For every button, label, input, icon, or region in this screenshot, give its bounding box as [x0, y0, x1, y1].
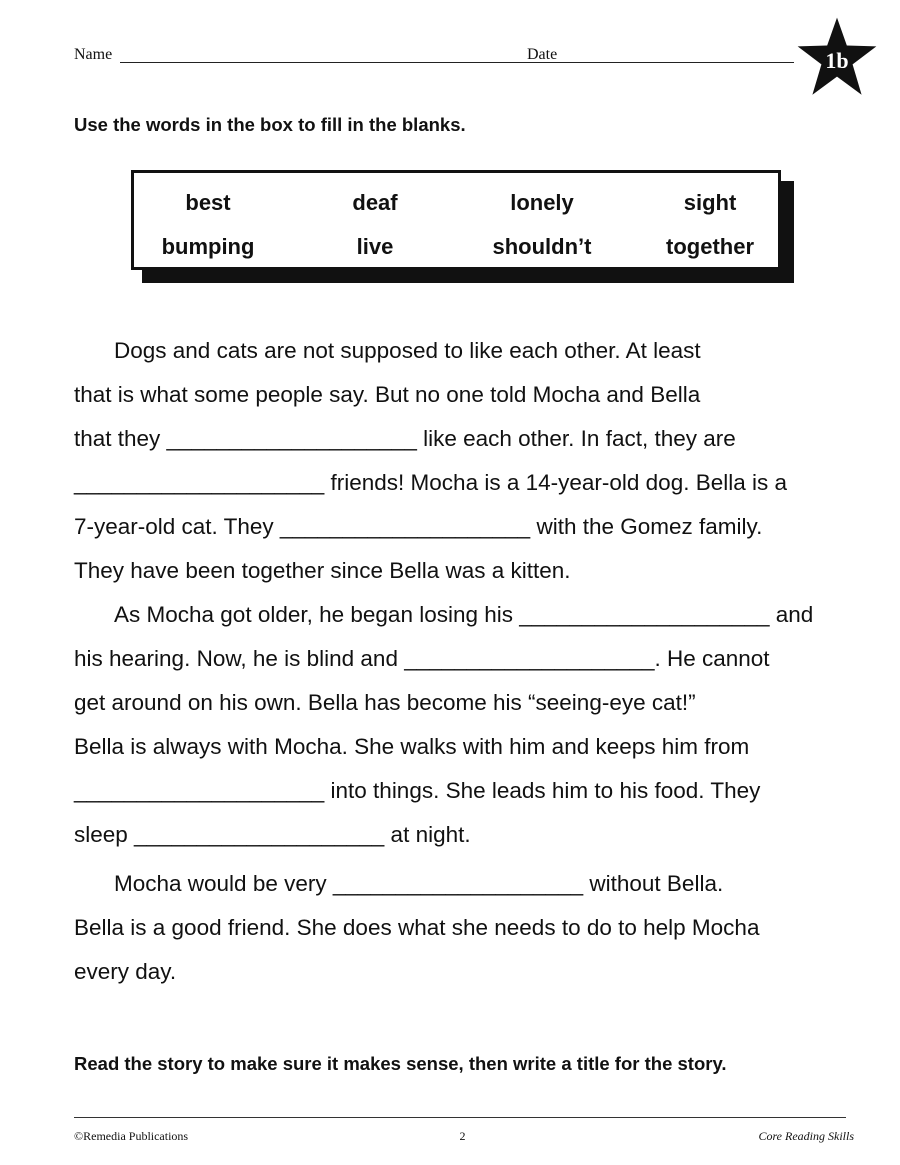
story-line: Mocha would be very ____________________ without Bella. — [114, 871, 724, 896]
story-line: 7-year-old cat. They ____________________ with the Gomez family. — [74, 514, 763, 539]
story-line: that they ____________________ like each other. In fact, they are — [74, 426, 736, 451]
story-line: ____________________ into things. She leads him to his food. They — [74, 778, 761, 803]
word-lonely: lonely — [510, 190, 574, 215]
story-line: ____________________ friends! Mocha is a 14-year-old dog. Bella is a — [74, 470, 788, 495]
word-together: together — [666, 234, 754, 259]
story-line: Bella is a good friend. She does what she needs to do to help Mocha — [74, 915, 760, 940]
footer-publisher: ©Remedia Publications — [74, 1129, 189, 1143]
date-label: Date — [527, 46, 558, 63]
word-sight: sight — [683, 190, 737, 215]
word-box — [131, 170, 781, 270]
word-live: live — [356, 234, 394, 259]
story-line: get around on his own. Bella has become his “seeing-eye cat!” — [74, 690, 696, 715]
word-bumping: bumping — [161, 234, 255, 259]
story-line: every day. — [74, 959, 177, 984]
page-number: 2 — [459, 1129, 466, 1143]
title-answer-line[interactable] — [74, 1117, 846, 1118]
header — [74, 42, 794, 68]
date-field[interactable] — [562, 62, 794, 63]
story-line: that is what some people say. But no one told Mocha and Bella — [74, 382, 701, 407]
story-line: They have been together since Bella was a kitten. — [74, 558, 571, 583]
instruction-bottom: Read the story to make sure it makes sense, then write a title for the story. — [74, 1053, 727, 1074]
footer-book-title: Core Reading Skills — [758, 1129, 854, 1143]
story-line: sleep ____________________ at night. — [74, 822, 471, 847]
word-deaf: deaf — [352, 190, 398, 215]
instruction-top: Use the words in the box to fill in the blanks. — [74, 114, 466, 135]
name-label: Name — [74, 46, 113, 63]
badge-label: 1b — [825, 48, 849, 73]
story-line: Dogs and cats are not supposed to like each other. At least — [114, 338, 701, 363]
word-best: best — [185, 190, 231, 215]
story-line: his hearing. Now, he is blind and ____________________. He cannot — [74, 646, 770, 671]
word-shouldnt: shouldn’t — [492, 234, 592, 259]
story-line: Bella is always with Mocha. She walks with him and keeps him from — [74, 734, 750, 759]
story-line: As Mocha got older, he began losing his ____________________ and — [114, 602, 814, 627]
name-field[interactable] — [120, 62, 590, 63]
